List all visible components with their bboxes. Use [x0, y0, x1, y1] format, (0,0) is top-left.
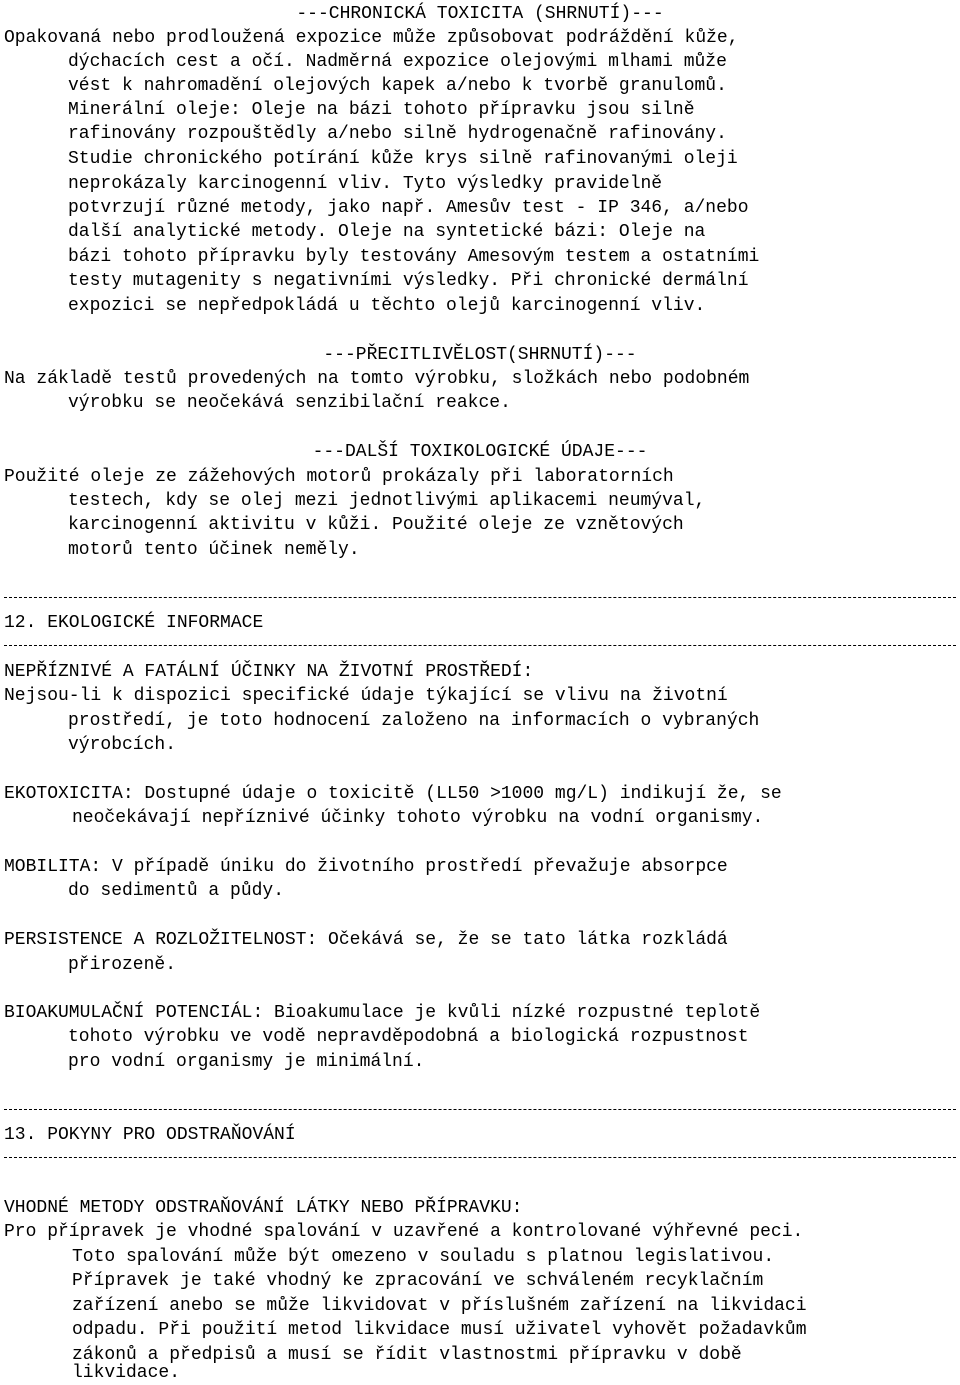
persistence-line: přirozeně.	[68, 955, 177, 975]
methods-line: Přípravek je také vhodný ke zpracování ve schváleném recyklačním	[72, 1271, 764, 1291]
bioaccumulation-line: pro vodní organismy je minimální.	[68, 1052, 425, 1072]
other-tox-line: motorů tento účinek neměly.	[68, 540, 360, 560]
section-13-title: 13. POKYNY PRO ODSTRAŇOVÁNÍ	[4, 1125, 296, 1145]
bioaccumulation-line: tohoto výrobku ve vodě nepravděpodobná a biologická rozpustnost	[68, 1027, 749, 1047]
mobility-line: MOBILITA: V případě úniku do životního prostředí převažuje absorpce	[4, 857, 728, 877]
chronic-line: potvrzují různé metody, jako např. Amesův test - IP 346, a/nebo	[68, 198, 749, 218]
chronic-heading: ---CHRONICKÁ TOXICITA (SHRNUTÍ)---	[296, 4, 664, 24]
other-tox-line: Použité oleje ze zážehových motorů prokázaly při laboratorních	[4, 467, 674, 487]
methods-line: Toto spalování může být omezeno v souladu s platnou legislativou.	[72, 1247, 775, 1267]
sensitization-line: Na základě testů provedených na tomto výrobku, složkách nebo podobném	[4, 369, 750, 389]
sensitization-line: výrobku se neočekává senzibilační reakce.	[68, 393, 511, 413]
methods-line: Pro přípravek je vhodné spalování v uzavřené a kontrolované výhřevné peci.	[4, 1222, 804, 1242]
methods-heading: VHODNÉ METODY ODSTRAŇOVÁNÍ LÁTKY NEBO PŘÍPRAVKU:	[4, 1198, 523, 1218]
chronic-line: dýchacích cest a očí. Nadměrná expozice olejovými mlhami může	[68, 52, 727, 72]
chronic-line: neprokázaly karcinogenní vliv. Tyto výsledky pravidelně	[68, 174, 663, 194]
chronic-line: Minerální oleje: Oleje na bázi tohoto přípravku jsou silně	[68, 100, 695, 120]
chronic-line: Opakovaná nebo prodloužená expozice může způsobovat podráždění kůže,	[4, 28, 739, 48]
section-12-title: 12. EKOLOGICKÉ INFORMACE	[4, 613, 264, 633]
chronic-line: bázi tohoto přípravku byly testovány Amesovým testem a ostatními	[68, 247, 760, 267]
adverse-line: výrobcích.	[68, 735, 177, 755]
methods-line: zařízení anebo se může likvidovat v příslušném zařízení na likvidaci	[72, 1296, 807, 1316]
sensitization-heading: ---PŘECITLIVĚLOST(SHRNUTÍ)---	[323, 345, 637, 365]
adverse-line: Nejsou-li k dispozici specifické údaje týkající se vlivu na životní	[4, 686, 728, 706]
persistence-line: PERSISTENCE A ROZLOŽITELNOST: Očekává se, že se tato látka rozkládá	[4, 930, 728, 950]
chronic-line: testy mutagenity s negativními výsledky. Při chronické dermální	[68, 271, 749, 291]
chronic-line: vést k nahromadění olejových kapek a/nebo k tvorbě granulomů.	[68, 76, 727, 96]
chronic-line: rafinovány rozpouštědly a/nebo silně hydrogenačně rafinovány.	[68, 124, 727, 144]
adverse-line: prostředí, je toto hodnocení založeno na informacích o vybraných	[68, 711, 760, 731]
bioaccumulation-line: BIOAKUMULAČNÍ POTENCIÁL: Bioakumulace je kvůli nízké rozpustné teplotě	[4, 1003, 761, 1023]
methods-line: likvidace.	[72, 1363, 181, 1383]
methods-line: odpadu. Při použití metod likvidace musí uživatel vyhovět požadavkům	[72, 1320, 807, 1340]
chronic-line: Studie chronického potírání kůže krys silně rafinovanými oleji	[68, 149, 738, 169]
section-divider	[4, 1109, 956, 1110]
chronic-line: další analytické metody. Oleje na syntetické bázi: Oleje na	[68, 222, 706, 242]
other-tox-heading: ---DALŠÍ TOXIKOLOGICKÉ ÚDAJE---	[312, 442, 648, 462]
section-divider	[4, 597, 956, 598]
section-divider	[4, 1157, 956, 1158]
methods-line: zákonů a předpisů a musí se řídit vlastnostmi přípravku v době	[72, 1345, 742, 1365]
other-tox-line: karcinogenní aktivitu v kůži. Použité oleje ze vznětových	[68, 515, 684, 535]
chronic-line: expozici se nepředpokládá u těchto olejů karcinogenní vliv.	[68, 296, 706, 316]
mobility-line: do sedimentů a půdy.	[68, 881, 285, 901]
adverse-heading: NEPŘÍZNIVÉ A FATÁLNÍ ÚČINKY NA ŽIVOTNÍ PROSTŘEDÍ:	[4, 662, 534, 682]
other-tox-line: testech, kdy se olej mezi jednotlivými aplikacemi neumýval,	[68, 491, 706, 511]
section-divider	[4, 645, 956, 646]
ecotox-line: neočekávají nepříznivé účinky tohoto výrobku na vodní organismy.	[72, 808, 764, 828]
ecotox-line: EKOTOXICITA: Dostupné údaje o toxicitě (LL50 >1000 mg/L) indikují že, se	[4, 784, 782, 804]
